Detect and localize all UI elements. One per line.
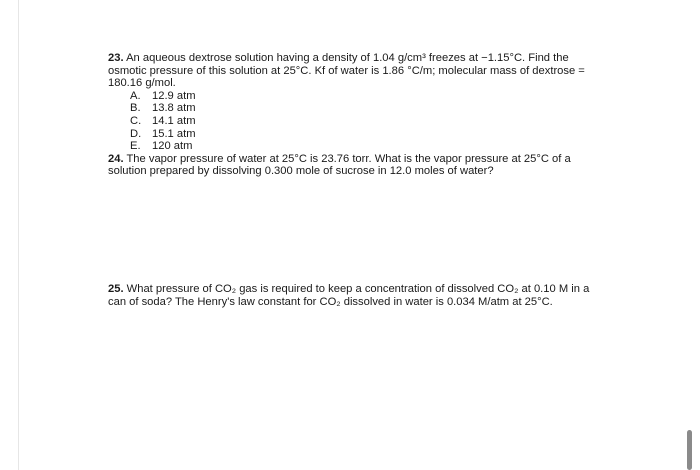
question-25 [108,283,598,308]
question-24-text [108,153,598,178]
option-a-letter: A. [130,89,141,102]
document-page [108,52,598,308]
option-d [130,128,598,141]
question-24-number: 24. [108,152,124,165]
question-24 [108,153,598,178]
question-23-options [108,90,598,153]
option-a-text: 12.9 atm [152,89,196,102]
option-a [130,90,598,103]
option-e-text: 120 atm [152,140,193,153]
option-b-text: 13.8 atm [152,102,196,115]
scrollbar-thumb[interactable] [687,430,692,470]
option-d-letter: D. [130,127,142,140]
option-e-letter: E. [130,140,141,153]
option-c-letter: C. [130,114,142,127]
option-b [130,102,598,115]
option-e [130,140,598,153]
question-25-text [108,283,598,308]
option-c-text: 14.1 atm [152,114,196,127]
question-25-number: 25. [108,282,124,295]
question-25-body: What pressure of CO₂ gas is required to keep a concentration of dissolved CO₂ at 0.10 M in a can of soda? The Henry's law constant for CO₂ dissolved in water is 0.034 M/atm at 25°C. [108,282,590,308]
question-24-body: The vapor pressure of water at 25°C is 23.76 torr. What is the vapor pressure at 25°C of a solution prepared by dissolving 0.300 mole of sucrose in 12.0 moles of water? [108,152,571,178]
page-left-border [18,0,19,470]
option-b-letter: B. [130,102,141,115]
question-23-body: An aqueous dextrose solution having a density of 1.04 g/cm³ freezes at −1.15°C. Find the osmotic pressure of this solution at 25°C. Kf of water is 1.86 °C/m; molecular mass of dextrose = 180.16 g/mol. [108,52,585,90]
option-c [130,115,598,128]
question-23-text [108,52,598,90]
question-23 [108,52,598,153]
question-23-number: 23. [108,52,124,64]
option-d-text: 15.1 atm [152,127,196,140]
